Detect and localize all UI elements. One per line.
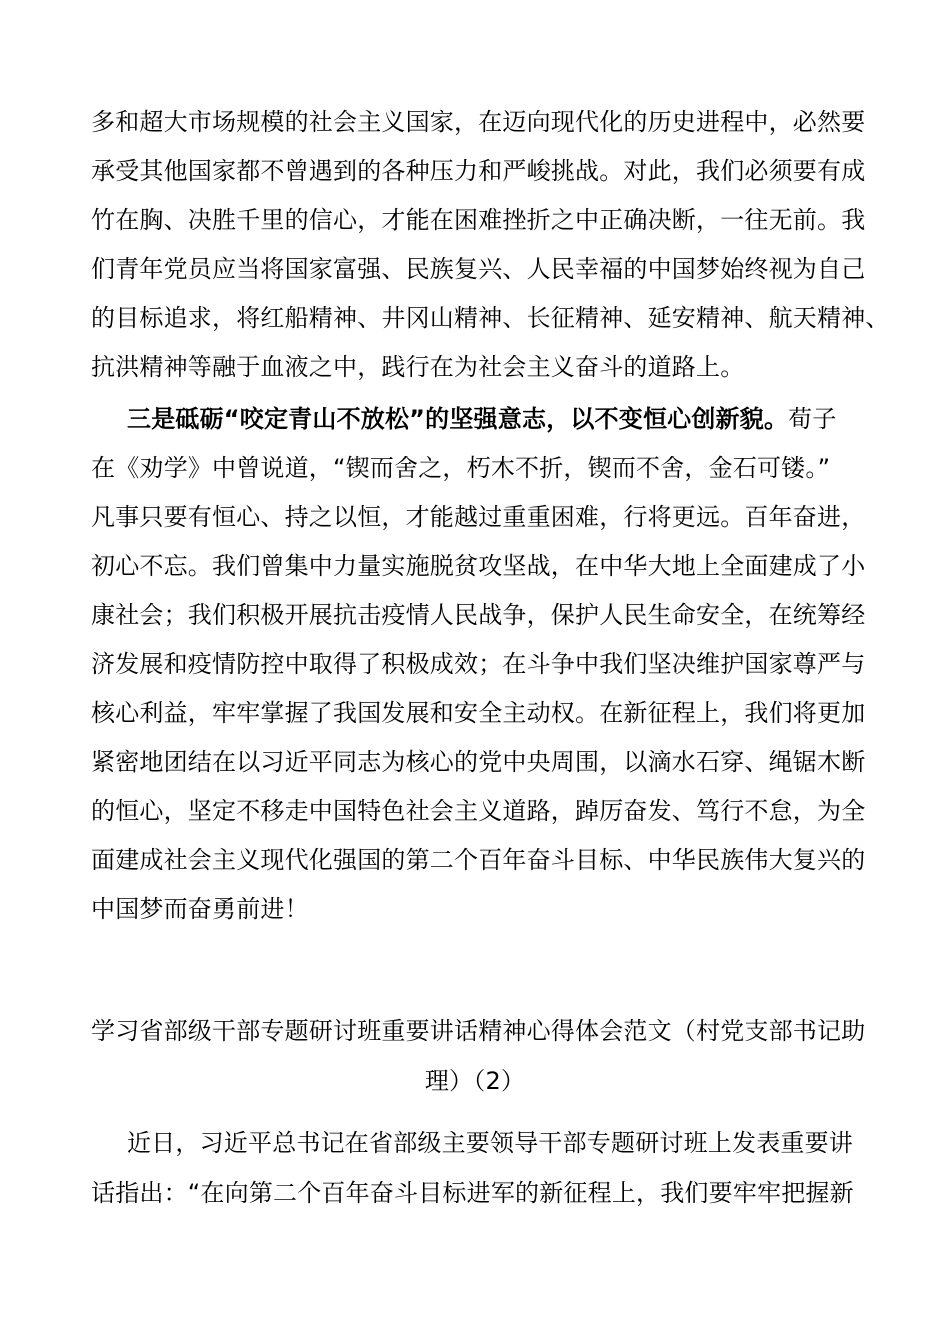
paragraph-line: 康社会；我们积极开展抗击疫情人民战争，保护人民生命安全，在统筹经 <box>91 601 866 629</box>
paragraph-line: 的恒心，坚定不移走中国特色社会主义道路，踔厉奋发、笃行不怠，为全 <box>91 797 866 825</box>
paragraph-line: 话指出：“在向第二个百年奋斗目标进军的新征程上，我们要牢牢把握新 <box>91 1179 854 1207</box>
paragraph-line: 抗洪精神等融于血液之中，践行在为社会主义奋斗的道路上。 <box>91 353 745 381</box>
paragraph-first-line: 近日，习近平总书记在省部级主要领导干部专题研讨班上发表重要讲 <box>127 1129 853 1157</box>
section-heading: 三是砥砺“咬定青山不放松”的坚强意志，以不变恒心创新貌。 <box>127 405 789 433</box>
paragraph-line: 的目标追求，将红船精神、井冈山精神、长征精神、延安精神、航天精神、 <box>91 304 890 332</box>
paragraph-line: 济发展和疫情防控中取得了积极成效；在斗争中我们坚决维护国家尊严与 <box>91 650 866 678</box>
paragraph-text: 荀子 <box>788 405 837 433</box>
paragraph-line: 们青年党员应当将国家富强、民族复兴、人民幸福的中国梦始终视为自己 <box>91 255 866 283</box>
paragraph-line: 面建成社会主义现代化强国的第二个百年奋斗目标、中华民族伟大复兴的 <box>91 846 866 874</box>
paragraph-first-line <box>127 404 871 434</box>
paragraph-line: 核心利益，牢牢掌握了我国发展和安全主动权。在新征程上，我们将更加 <box>91 699 866 727</box>
paragraph-line: 紧密地团结在以习近平同志为核心的党中央周围，以滴水石穿、绳锯木断 <box>91 748 866 776</box>
paragraph-line: 凡事只要有恒心、持之以恒，才能越过重重困难，行将更远。百年奋进， <box>91 503 866 531</box>
paragraph-line: 中国梦而奋勇前进！ <box>91 895 309 923</box>
paragraph-line: 初心不忘。我们曾集中力量实施脱贫攻坚战，在中华大地上全面建成了小 <box>91 552 866 580</box>
article-title-line: 学习省部级干部专题研讨班重要讲话精神心得体会范文（村党支部书记助 <box>91 1017 866 1045</box>
paragraph-line: 在《劝学》中曾说道，“锲而舍之，朽木不折，锲而不舍，金石可镂。” <box>91 454 831 482</box>
paragraph-line: 竹在胸、决胜千里的信心，才能在困难挫折之中正确决断，一往无前。我 <box>91 206 866 234</box>
article-title-line: 理）（2） <box>424 1067 526 1095</box>
paragraph-line: 承受其他国家都不曾遇到的各种压力和严峻挑战。对此，我们必须要有成 <box>91 157 866 185</box>
paragraph-line: 多和超大市场规模的社会主义国家，在迈向现代化的历史进程中，必然要 <box>91 108 866 136</box>
